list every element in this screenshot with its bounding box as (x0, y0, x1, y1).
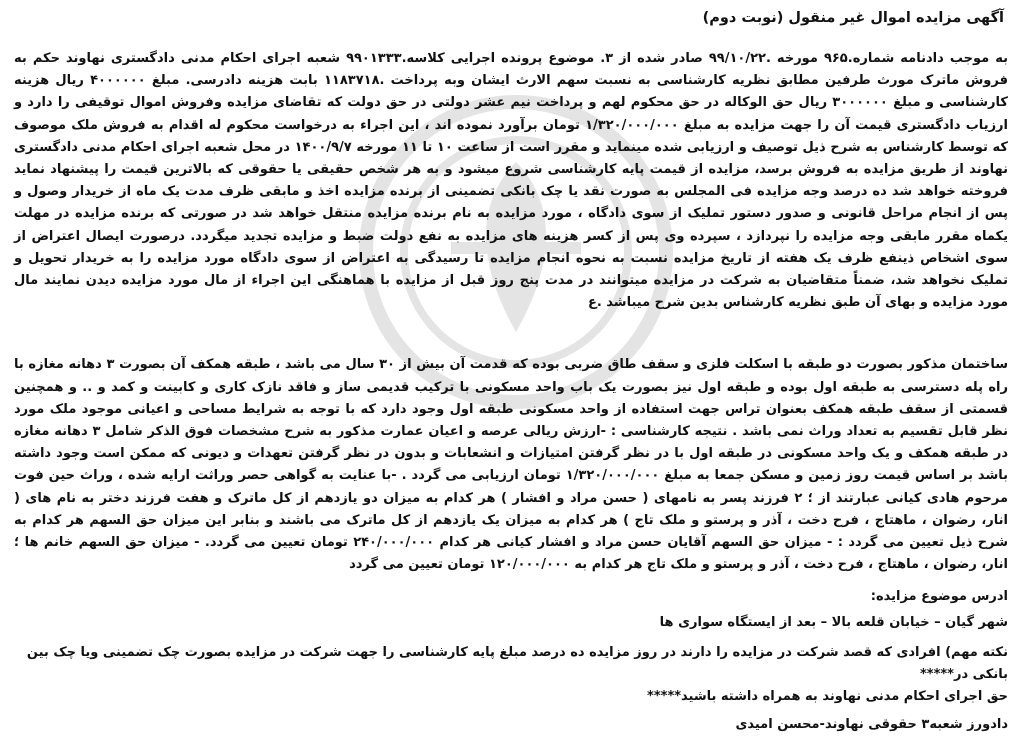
signature: دادورز شعبه۳ حقوقی نهاوند-محسن امیدی (735, 717, 1008, 733)
important-note-line-2: حق اجرای احکام مدنی نهاوند به همراه داشته باشید***** (647, 689, 1008, 705)
important-note-line-1: نکته مهم) افرادی که قصد شرکت در مزایده را دارند در روز مزایده ده درصد مبلغ پایه کارشناسی را جهت شرکت در مزایده بصورت چک تضمینی ویا چک بین بانکی در***** (26, 645, 1008, 683)
property-description-paragraph: ساختمان مذکور بصورت دو طبقه با اسکلت فلزی و سقف طاق ضربی بوده که قدمت آن بیش از ۳۰ سال می باشد ، طبقه همکف آن بصورت ۳ دهانه مغازه با راه پله دسترسی به طبقه اول بوده و طبقه اول نیز بصورت یک باب واحد مسکونی با ترکیب قدیمی ساز و فاقد نازک کاری و کابینت و کمد و .. و همچنین قسمتی از سقف طبقه همکف بعنوان تراس جهت استفاده از واحد مسکونی طبقه اول وجود دارد که با توجه به شرایط مساحی و اعیانی موجود ملک مورد نظر قابل تقسیم به تعداد وراث نمی باشد . نتیجه کارشناسی : -ارزش ریالی عرصه و اعیان عمارت مذکور به شرح مشخصات فوق الذکر شامل ۳ دهانه مغازه در طبقه همکف و یک واحد مسکونی در طبقه اول با در نظر گرفتن امتیازات و انشعابات و بدون در نظر گرفتن تعهدات و دیونی که ممکن است وجود داشته باشد بر اساس قیمت روز زمین و مسکن جمعا به مبلغ ۱/۳۲۰/۰۰۰/۰۰۰ تومان ارزیابی می گردد . -با عنایت به گواهی حصر وراثت ارایه شده ، وراث حین فوت مرحوم هادی کیانی عبارتند از ؛ ۲ فرزند پسر به نامهای ( حسن مراد و افشار ) هر کدام به میزان دو یازدهم از کل ماترک و هفت فرزند دختر به نام های ( انار، رضوان ، ماهتاج ، فرح دخت ، آذر و پرستو و ملک تاج ) هر کدام به میزان یک یازدهم از کل ماترک می باشند و بنابر این میزان حق السهم هر کدام به شرح ذیل تعیین می گردد : - میزان حق السهم آقایان حسن مراد و افشار کیانی هر کدام ۲۴۰/۰۰۰/۰۰۰ تومان تعیین می گردد. - میزان حق السهم خانم ها ؛ انار، رضوان ، ماهتاج ، فرح دخت ، آذر و پرستو و ملک تاج هر کدام به ۱۲۰/۰۰۰/۰۰۰ تومان تعیین می گردد (14, 357, 1008, 573)
notice-title: آگهی مزایده اموال غیر منقول (نوبت دوم) (702, 10, 1004, 26)
address-heading: ادرس موضوع مزایده: (870, 589, 1008, 605)
address-text: شهر گیان – خیابان قلعه بالا – بعد از ایستگاه سواری ها (659, 615, 1008, 631)
ruling-paragraph: به موجب دادنامه شماره.۹۶۵ مورخه .۹۹/۱۰/۲۲ صادر شده از ۳. موضوع پرونده اجرایی کلاسه.۹۹۰۱۳۳۳ شعبه اجرای احکام مدنی دادگستری نهاوند حکم به فروش ماترک مورث طرفین مطابق نظریه کارشناسی به نسبت سهم الارث ایشان وبه پرداخت .۱۱۸۳۷۱۸ بابت هزینه دادرسی. مبلغ ۴۰۰۰۰۰۰ ریال هزینه کارشناسی و مبلغ ۳۰۰۰۰۰۰ ریال حق الوکاله در حق محکوم لهم و پرداخت نیم عشر دولتی در حق دولت که تقاضای مزایده وفروش اموال توقیفی را دارد و ارزیاب دادگستری قیمت آن را جهت مزایده به مبلغ ۱/۳۲۰/۰۰۰/۰۰۰ تومان برآورد نموده اند ، این اجراء به درخواست محکوم له اقدام به فروش ملک موصوف که توسط کارشناس به شرح ذیل توصیف و ارزیابی شده مینماید و مقرر است از ساعت ۱۰ تا ۱۱ مورخه ۱۴۰۰/۹/۷ در محل شعبه اجرای احکام مدنی دادگستری نهاوند از طریق مزایده به فروش برسد، مزایده از قیمت پایه کارشناسی شروع میشود و به هر شخص حقیقی یا حقوقی که بالاترین قیمت را پیشنهاد نماید فروخته خواهد شد ده درصد وجه مزایده فی المجلس به صورت نقد یا چک بانکی تضمینی از برنده مزایده اخذ و مابقی ظرف مدت یک ماه از خریدار وصول و پس از انجام مراحل قانونی و صدور دستور تملیک از سوی دادگاه ، مورد مزایده به نام برنده مزایده منتقل خواهد شد در صورتی که برنده مزایده در مهلت یکماه مقرر مابقی وجه مزایده را نپردازد ، سپرده وی پس از کسر هزینه های مزایده به نفع دولت ضبط و مزایده تجدید میگردد. درصورت ایصال اعتراض از سوی اشخاص ذینفع ظرف یک هفته از تاریخ مزایده نسبت به نحوه انجام مزایده تا رسیدگی به اعتراض از سوی دادگاه مورد مزایده را به خریدار تحویل و تملیک نخواهد شد، ضمناً متقاضیان به شرکت در مزایده میتوانند در مدت پنج روز قبل از مزایده با هماهنگی این اجراء از مال مورد مزایده دیدن نمایند مال مورد مزایده و بهای آن طبق نظریه کارشناس بدین شرح میباشد .ع (14, 51, 1008, 311)
